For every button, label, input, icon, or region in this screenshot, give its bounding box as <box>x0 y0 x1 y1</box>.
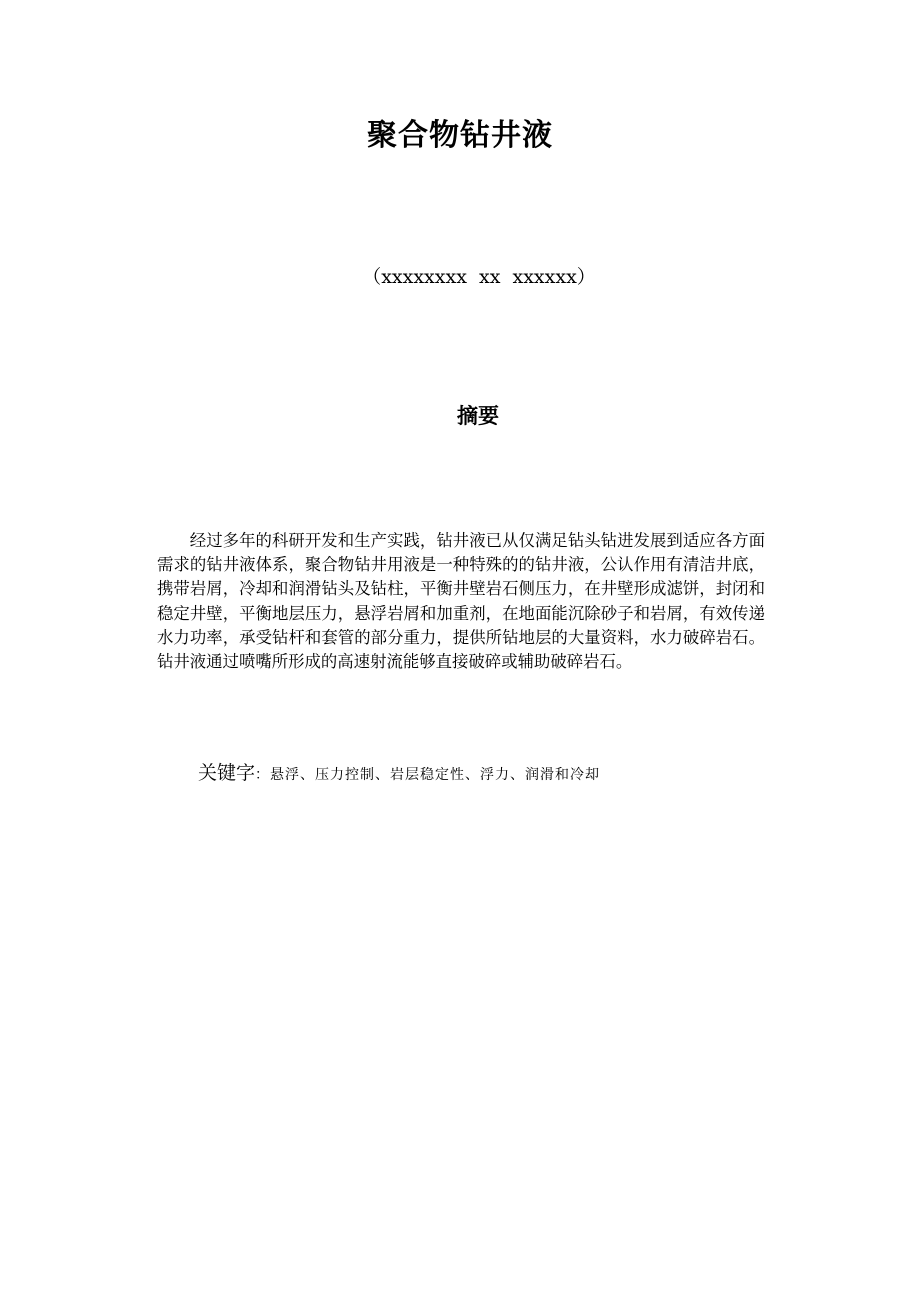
abstract-heading: 摘要 <box>457 404 499 428</box>
document-title: 聚合物钻井液 <box>367 118 553 153</box>
keywords-label: 关键字 <box>198 762 256 784</box>
author-line: （xxxxxxxx xx xxxxxx） <box>362 266 596 288</box>
keywords-line <box>198 758 798 790</box>
keywords-text: ：悬浮、压力控制、岩层稳定性、浮力、润滑和冷却 <box>255 767 601 783</box>
abstract-body: 经过多年的科研开发和生产实践，钻井液已从仅满足钻头钻进发展到适应各方面需求的钻井液体系，聚合物钻井用液是一种特殊的的钻井液，公认作用有清洁井底，携带岩屑，冷却和润滑钻头及钻柱，平衡井壁岩石侧压力，在井壁形成滤饼，封闭和稳定井壁，平衡地层压力，悬浮岩屑和加重剂，在地面能沉除砂子和岩屑，有效传递水力功率，承受钻杆和套管的部分重力，提供所钻地层的大量资料，水力破碎岩石。钻井液通过喷嘴所形成的高速射流能够直接破碎或辅助破碎岩石。 <box>157 531 765 672</box>
